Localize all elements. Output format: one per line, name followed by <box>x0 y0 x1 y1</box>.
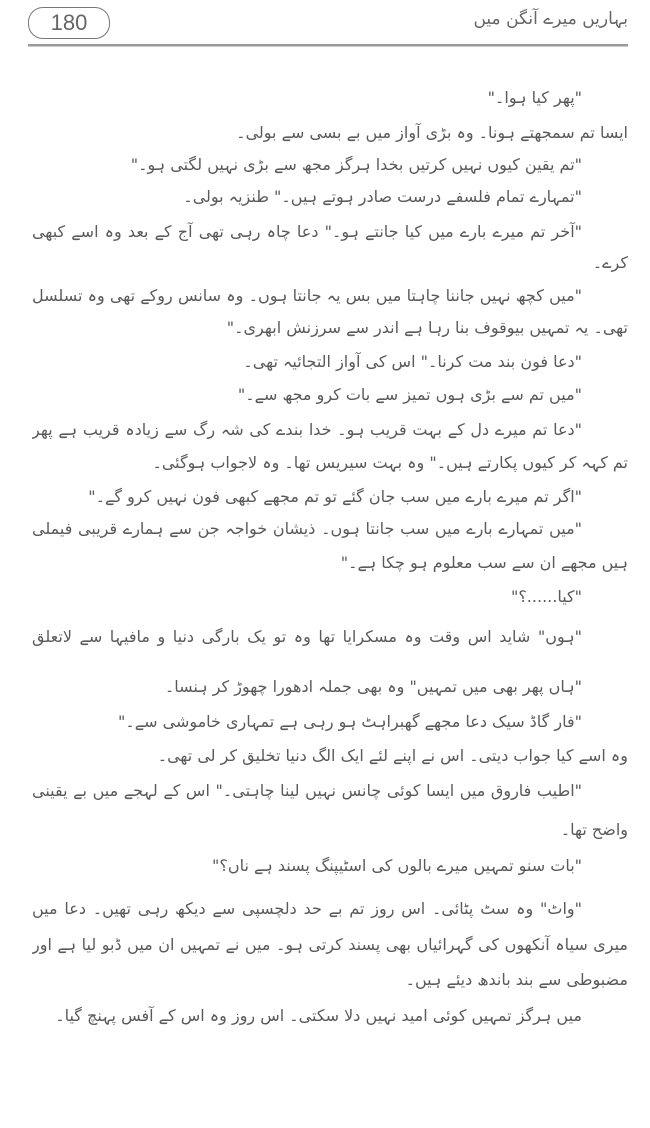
text-line: "تمہارے تمام فلسفے درست صادر ہوتے ہیں۔" طنزیہ بولی۔ <box>183 187 582 206</box>
text-line: میں ہرگز تمہیں کوئی امید نہیں دلا سکتی۔ اس روز وہ اس کے آفس پہنچ گیا۔ <box>55 1006 582 1025</box>
text-line: "فار گاڈ سیک دعا مجھے گھبراہٹ ہو رہی ہے تمہاری خاموشی سے۔" <box>118 712 582 731</box>
text-line: ایسا تم سمجھتے ہونا۔ وہ بڑی آواز میں بے بسی سے بولی۔ <box>236 123 628 142</box>
text-line: ہیں مجھے ان سے سب معلوم ہو چکا ہے۔" <box>340 553 628 572</box>
text-line: "اگر تم میرے بارے میں سب جان گئے تو تم مجھے کبھی فون نہیں کرو گے۔" <box>88 487 582 506</box>
text-line: "ہاں پھر بھی میں تمہیں" وہ بھی جملہ ادھورا چھوڑ کر ہنسا۔ <box>164 677 582 696</box>
text-line: "میں کچھ نہیں جاننا چاہتا میں بس یہ جانتا ہوں۔ وہ سانس روکے تھی وہ تسلسل <box>32 286 582 305</box>
text-line: "میں تم سے بڑی ہوں تمیز سے بات کرو مجھ سے۔" <box>237 385 582 404</box>
text-line: "میں تمہارے بارے میں سب جانتا ہوں۔ ذیشان خواجہ جن سے ہمارے قریبی فیملی <box>32 519 582 538</box>
text-line: "واٹ" وہ سٹ پٹائی۔ اس روز تم بے حد دلچسپی سے دیکھ رہی تھیں۔ دعا میں <box>32 899 582 918</box>
text-line: میری سیاہ آنکھوں کی گہرائیاں بھی پسند کرتی ہو۔ میں نے تمہیں ان میں ڈبو لیا ہے اور <box>32 935 628 954</box>
text-line: "اطیب فاروق میں ایسا کوئی چانس نہیں لینا چاہتی۔" اس کے لہجے میں بے یقینی <box>32 781 582 800</box>
text-line: واضح تھا۔ <box>560 820 628 839</box>
text-line: "دعا تم میرے دل کے بہت قریب ہو۔ خدا بندے کی شہ رگ سے زیادہ قریب ہے پھر <box>32 420 582 439</box>
text-line: "ہوں" شاید اس وقت وہ مسکرایا تھا وہ تو یک بارگی دنیا و مافیہا سے لاتعلق <box>32 627 582 646</box>
text-line: وہ اسے کیا جواب دیتی۔ اس نے اپنے لئے ایک الگ دنیا تخلیق کر لی تھی۔ <box>157 746 628 765</box>
text-line: "دعا فون بند مت کرنا۔" اس کی آواز التجائیہ تھی۔ <box>243 352 582 371</box>
text-line: "بات سنو تمہیں میرے بالوں کی اسٹیپنگ پسند ہے ناں؟" <box>212 856 582 875</box>
running-title: بہاریں میرے آنگن میں <box>473 9 628 29</box>
text-line: "تم یقین کیوں نہیں کرتیں بخدا ہرگز مجھ سے بڑی نہیں لگتی ہو۔" <box>130 155 582 174</box>
text-line: "آخر تم میرے بارے میں کیا جانتے ہو۔" دعا چاہ رہی تھی آج کے بعد وہ اسے کبھی <box>32 222 582 241</box>
text-line: "پھر کیا ہوا۔" <box>487 88 582 107</box>
text-line: تم کہہ کر کیوں پکارتے ہیں۔" وہ بہت سیریس تھا۔ وہ لاجواب ہوگئی۔ <box>152 453 628 472</box>
text-line: "کیا......؟" <box>510 587 582 606</box>
text-line: کرے۔ <box>592 253 628 272</box>
text-line: مضبوطی سے بند باندھ دیئے ہیں۔ <box>405 970 628 989</box>
page-number-badge: 180 <box>28 7 110 39</box>
text-line: تھی۔ یہ تمہیں بیوقوف بنا رہا ہے اندر سے سرزنش ابھری۔" <box>226 318 628 337</box>
header-rule <box>28 44 628 47</box>
